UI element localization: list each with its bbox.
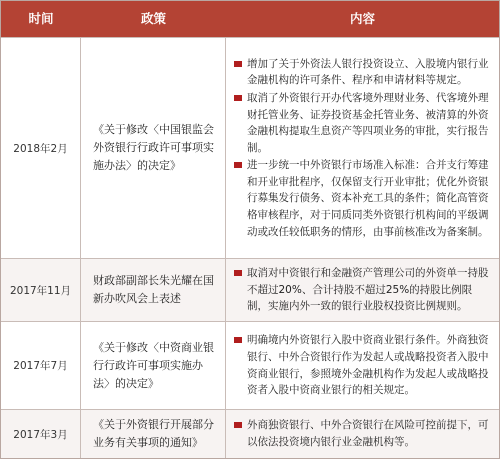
table-row [1,258,499,321]
bullet-square-icon [234,61,242,67]
row-policy: 《关于修改〈中资商业银行行政许可事项实施办法〉的决定》 [81,322,226,409]
row-time: 2017年7月 [1,322,81,409]
list-item-text: 进一步统一中外资银行市场准入标准：合并支行筹建和开业审批程序，仅保留支行开业审批；优化外资银行募集发行债务、资本补充工具的条件；简化高管资格审核程序，对于同质同类外资银行机构间的平级调动或改任较低职务的情形，由事前核准改为备案制。 [247,159,489,238]
list-item [234,332,491,398]
table-row [1,409,499,458]
row-content [226,259,499,321]
row-content [226,322,499,409]
row-policy: 财政部副部长朱光耀在国新办吹风会上表述 [81,259,226,321]
row-policy: 《关于修改〈中国银监会外资银行行政许可事项实施办法〉的决定》 [81,38,226,258]
header-time: 时间 [28,11,54,26]
list-item-text: 外商独资银行、中外合资银行在风险可控前提下，可以依法投资境内银行业金融机构等。 [247,419,489,448]
header-policy: 政策 [140,11,166,26]
bullet-square-icon [234,422,242,428]
row-time: 2017年11月 [1,259,81,321]
list-item-text: 取消对中资银行和金融资产管理公司的外资单一持股不超过20%、合计持股不超过25%的持股比例限制，实施内外一致的银行业股权投资比例规则。 [247,267,489,313]
bullet-square-icon [234,270,242,276]
list-item-text: 取消了外资银行开办代客境外理财业务、代客境外理财托管业务、证券投资基金托管业务、被清算的外资金融机构提取生息资产等四项业务的审批，实行报告制。 [247,91,489,154]
list-item [234,265,491,315]
table-header [1,1,499,37]
list-item [234,157,491,240]
list-item [234,56,491,89]
row-policy: 《关于外资银行开展部分业务有关事项的通知》 [81,410,226,458]
row-content [226,38,499,258]
list-item-text: 增加了关于外资法人银行投资设立、入股境内银行业金融机构的许可条件、程序和申请材料等规定。 [247,57,489,87]
row-time: 2017年3月 [1,410,81,458]
list-item [234,90,491,156]
bullet-square-icon [234,162,242,168]
row-time: 2018年2月 [1,38,81,258]
table-row [1,321,499,409]
row-content [226,410,499,458]
table-row [1,37,499,258]
list-item-text: 明确境内外资银行入股中资商业银行条件。外商独资银行、中外合资银行作为发起人或战略投资者入股中资商业银行，参照境外金融机构作为发起人或战略投资者入股中资商业银行的相关规定。 [247,334,489,397]
bullet-square-icon [234,337,242,343]
list-item [234,417,491,450]
header-content: 内容 [349,11,375,26]
bullet-square-icon [234,95,242,101]
